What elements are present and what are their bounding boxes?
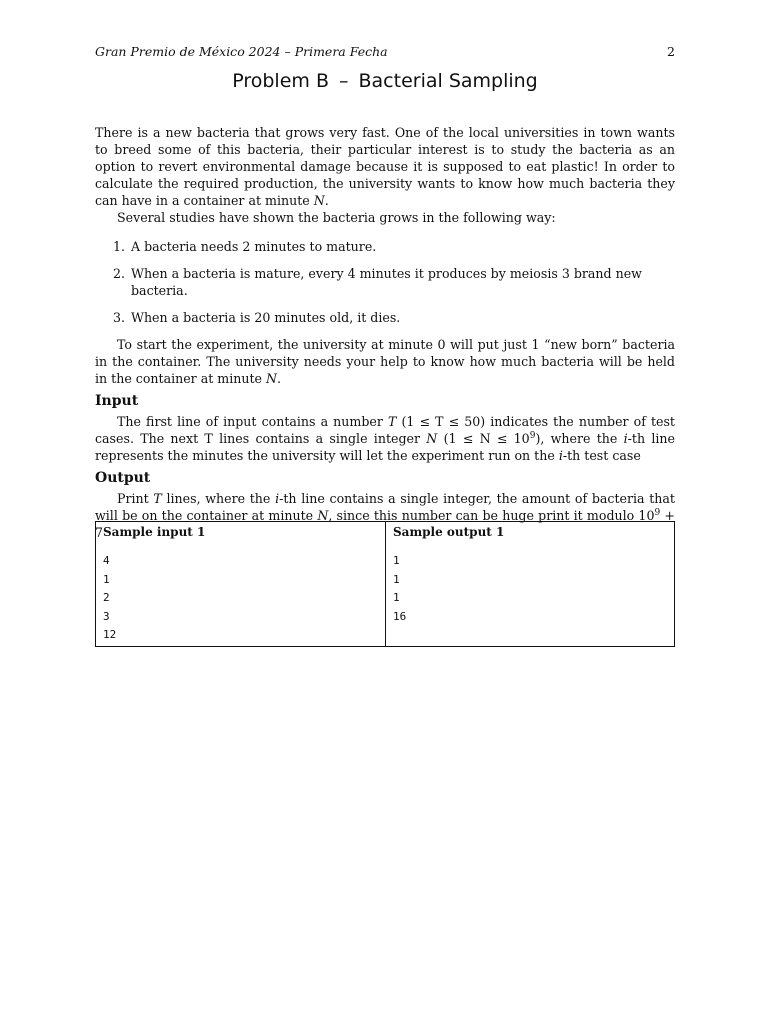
running-header [95,44,675,59]
statement-paragraph-3: To start the experiment, the university at minute 0 will put just 1 “new born” bacteria in the container. The university needs your help to know how much bacteria will be held in the container at minute N. [95,337,675,386]
input-description: The first line of input contains a number T (1 ≤ T ≤ 50) indicates the number of test cases. The next T lines contains a single integer N $(1 \le N \le 10^9)$, where the i-th line represents the minutes the university will let the experiment run on the i-th test case [95,414,675,463]
sample-input-line: 4 [103,554,110,567]
problem-title [95,70,675,92]
sample-output-column [386,522,674,646]
growth-rules-list [95,238,675,326]
input-heading: Input [95,393,139,409]
problem-body [95,124,675,541]
problem-name: Bacterial Sampling [358,70,538,92]
sample-input-line: 12 [103,628,117,641]
sample-input-column [96,522,386,646]
list-item: 3. When a bacteria is 20 minutes old, it dies. [129,309,675,326]
sample-input-line: 3 [103,609,110,623]
sample-output-line: 1 [393,591,400,604]
page-number: 2 [667,44,675,59]
sample-output-line: 16 [393,609,407,623]
sample-input-line: 1 [103,572,110,586]
sample-output-line: 1 [393,554,400,567]
output-description: Print T lines, where the i-th line contains a single integer, the amount of bacteria that will be on the container at minute N, since this number can be huge print it modulo $10^9 + 7$ [95,491,675,540]
statement-paragraph-2: Several studies have shown the bacteria grows in the following way: [117,210,556,225]
sample-input-line: 2 [103,591,110,604]
sample-input-title: Sample input 1 [103,525,206,539]
problem-label: Problem B [232,70,329,92]
sample-output-title: Sample output 1 [393,525,505,539]
list-item: 1. A bacteria needs 2 minutes to mature. [129,238,675,255]
statement-paragraph-1: There is a new bacteria that grows very fast. One of the local universities in town wants to breed some of this bacteria, their particular interest is to study the bacteria as an option to revert environmental damage because it is supposed to eat plastic! In order to calculate the required production, the university wants to know how much bacteria they can have in a container at minute N. [95,125,675,208]
sample-table [95,521,675,647]
title-dash: – [339,70,349,92]
sample-output-line: 1 [393,572,400,586]
output-heading: Output [95,470,151,486]
sample-input-lines [103,552,378,645]
list-item: 2. When a bacteria is mature, every 4 minutes it produces by meiosis 3 brand new bacteria. [129,265,675,299]
contest-name: Gran Premio de México 2024 – Primera Fecha [95,44,388,59]
sample-output-lines [393,552,667,626]
